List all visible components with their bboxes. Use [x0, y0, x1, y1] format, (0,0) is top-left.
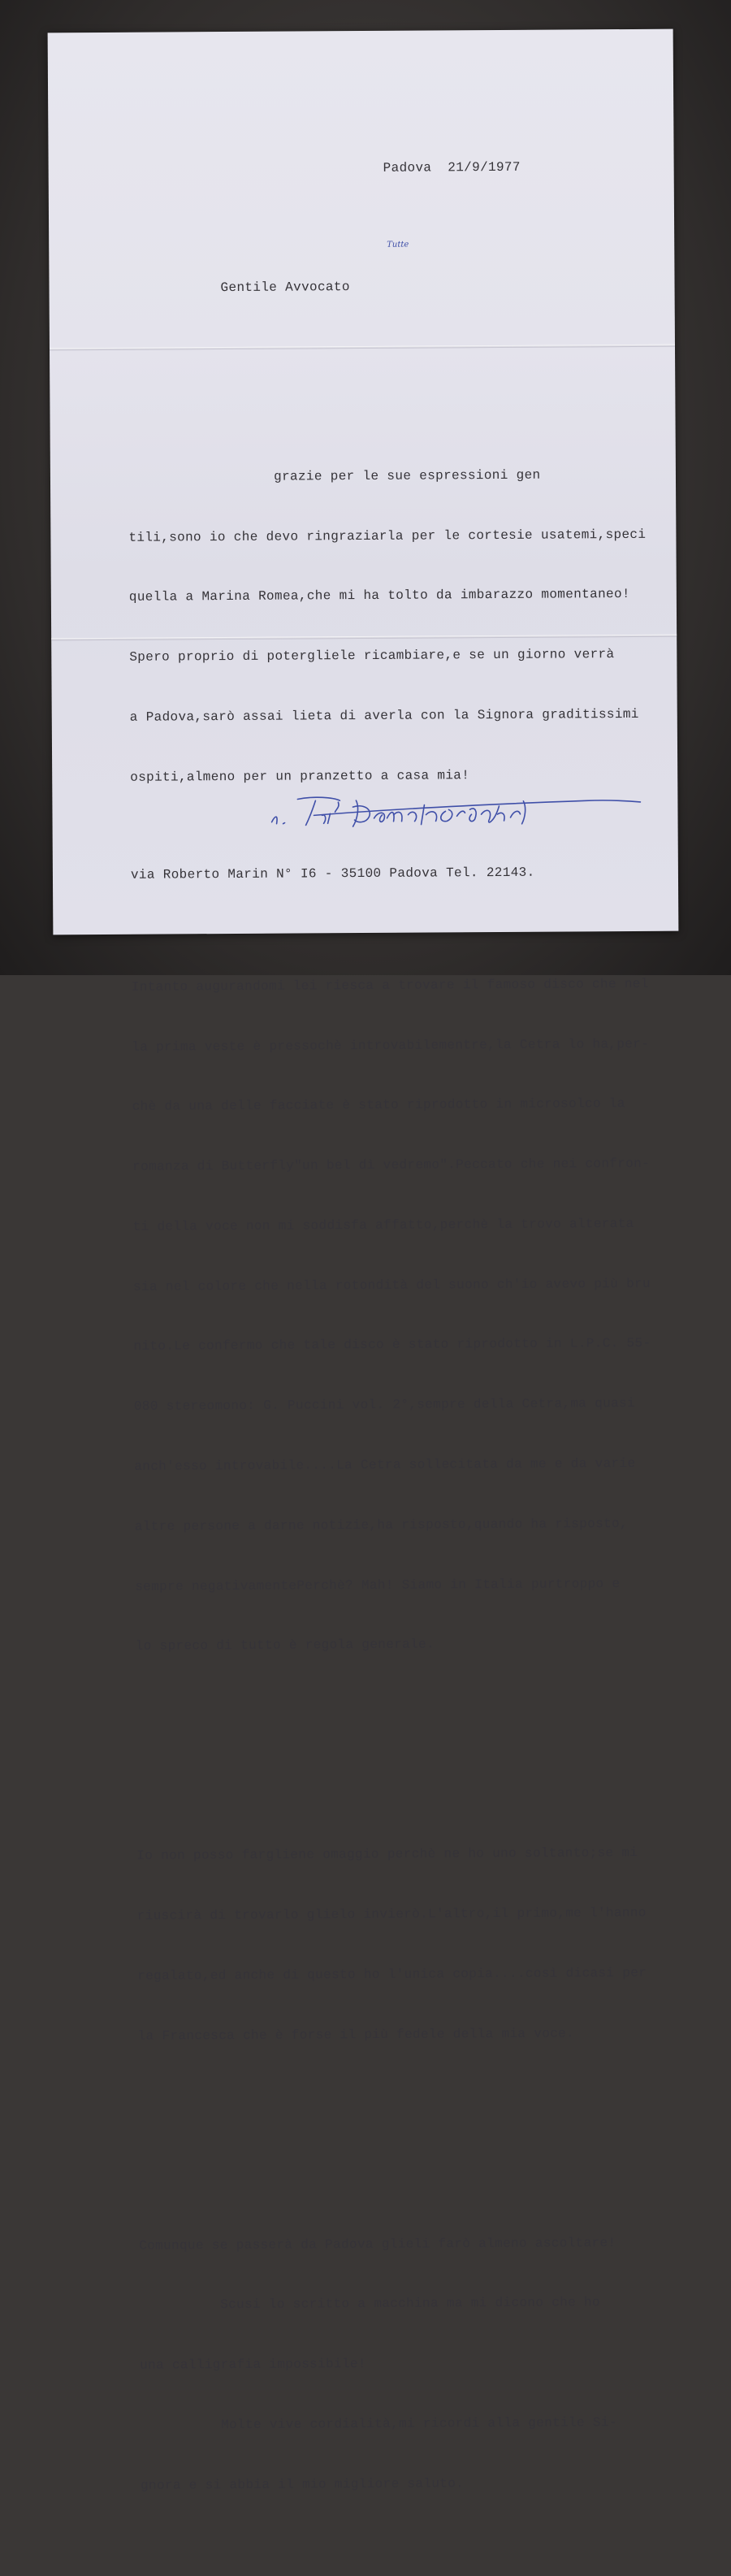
text-line: sia nel colore che nella rotondità del suono ch'io avevo più bru [132, 1276, 651, 1295]
letter-salutation: Gentile Avvocato [220, 280, 350, 296]
text-line: regalato,ed anche di questo ho l'unica copia....così dicasi per [137, 1965, 647, 1984]
handwritten-signature [265, 789, 647, 836]
text-line: Scusi lo scritto a macchina ma mi dicono che ho [139, 2295, 600, 2314]
text-line: riuscirà di trovarlo glielo invierò.L'altro,il primo,me l'hanno [136, 1905, 647, 1923]
text-line: Intanto augurandomi lei riesca a trovare il famoso disco che nel [131, 976, 649, 995]
handwritten-insert: Tutte [387, 240, 409, 249]
letter-sheet [48, 29, 679, 2493]
text-line: la Francesca che è forse il più fedele della mia voce. [137, 2026, 575, 2044]
paragraph-3 [136, 1803, 655, 2086]
letter-date: Padova 21/9/1977 [383, 159, 521, 176]
text-line: nito.Le confermo che tale disco è stato riprodotto in L.P.C. 55- [133, 1336, 651, 1355]
text-line: a Padova,sarò assai lieta di averla con la Signora graditissimi [129, 706, 639, 725]
text-line: chè da una delle facciate è stato riprodotto in microsolco la [132, 1096, 625, 1115]
text-line: quella a Marina Romea,che mi ha tolto da imbarazzo momentaneo! [128, 587, 630, 605]
text-line: 080 stereomono: G. Puccini vol. 2°,sempre della Cetra,ma quasi [133, 1396, 635, 1414]
paragraph-2 [131, 934, 653, 1696]
text-line: altre persone a darne notizie,ha risposto,quando ha risposto, [134, 1516, 628, 1534]
text-line: tili,sono io che devo ringraziarla per le cortesie usatemi,speci [128, 527, 647, 545]
text-line: ti della voce non mi soddisfa affatto,perchè la trovo alterata [132, 1216, 634, 1234]
text-line: sempre negativamentePerchè? Mah! Siamo in Italia purtroppo e [135, 1576, 621, 1594]
paragraph-1 [128, 425, 648, 828]
text-line: Comunque se passerà da Padova glieli farò almeno ascoltare! [139, 2235, 616, 2253]
text-line: anch'esso introvabile....La Cetra sollecitata da me e da varie [134, 1455, 636, 1474]
text-line: Spero proprio di potergliele ricambiare,e se un giorno verrà [129, 647, 615, 666]
text-line: Molte vive cordialità,mi ricordi alla gentile Si- [140, 2415, 617, 2433]
text-line: Io non posso fargliene omaggio perchè ne ho uno soltanto;se mi [136, 1845, 638, 1864]
text-line: la prima veste è pressochè introvabilementre,la Cetra lo ha,per- [132, 1036, 650, 1055]
text-line: romanza di Butterfly"un bel dì vedremo".Peccato che nei confron- [132, 1156, 651, 1174]
text-line: una calligrafia impossibile! [140, 2357, 366, 2373]
text-line: gnora e si abbia il mio migliore saluto. [141, 2475, 465, 2493]
text-line: grazie per le sue espressioni gen [128, 467, 541, 485]
text-line: lo spreco di tutto è regola generale. [135, 1637, 435, 1654]
letter-body [126, 117, 658, 2575]
text-line: ospiti,almeno per un pranzetto a casa mia! [130, 768, 470, 785]
sender-address: via Roberto Marin N° I6 - 35100 Padova Tel. 22143. [130, 865, 535, 883]
paragraph-4 [139, 2192, 658, 2535]
